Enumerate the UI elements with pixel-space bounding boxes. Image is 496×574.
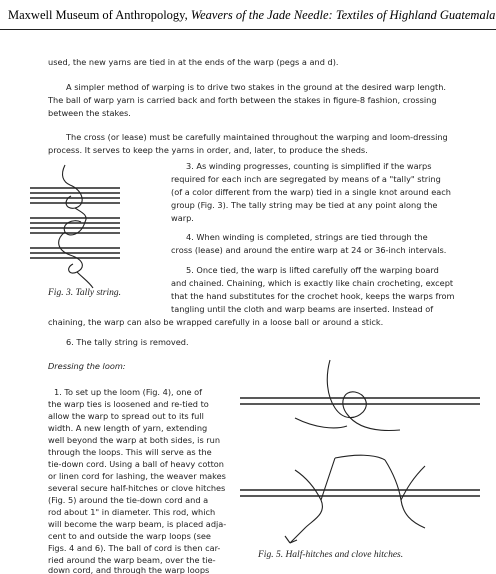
dressing-line: allow the warp to spread out to its full [48,411,204,421]
dressing-line: Figs. 4 and 6). The ball of cord is then car- [48,543,221,553]
dressing-heading: Dressing the loom: [48,361,126,371]
step5-line: 5. Once tied, the warp is lifted carefully off the warping board [186,265,439,275]
fig3-caption: Fig. 3. Tally string. [48,288,122,298]
step5-line: and chained. Chaining, which is exactly like chain crocheting, except [171,278,454,288]
fig5-half-hitches-illustration [235,358,485,548]
dressing-line: well beyond the warp at both sides, is run [48,435,221,445]
step3-line: warp. [171,213,194,223]
dressing-line: ried around the warp beam, over the tie- [48,555,216,565]
dressing-line: several secure half-hitches or clove hitches [48,483,226,493]
paragraph-line: process. It serves to keep the yarns in order, and, later, to produce the sheds. [48,145,368,155]
step6-line: 6. The tally string is removed. [66,337,189,347]
step3-line: group (Fig. 3). The tally string may be tied at any point along the [171,200,438,210]
step5-line: that the hand substitutes for the crochet hook, keeps the warps from [171,291,455,301]
paragraph-line: A simpler method of warping is to drive two stakes in the ground at the desired warp length. [66,82,447,92]
step4-line: cross (lease) and around the entire warp at 24 or 36-inch intervals. [171,245,447,255]
step5-line: tangling until the cloth and warp beams are inserted. Instead of [171,304,434,314]
series-title: Weavers of the Jade Needle: Textiles of Highland Guatemala [190,8,496,22]
step4-line: 4. When winding is completed, strings are tied through the [186,232,428,242]
dressing-line: 1. To set up the loom (Fig. 4), one of [54,387,202,397]
intro-line: used, the new yarns are tied in at the ends of the warp (pegs a and d). [48,57,339,67]
dressing-line: (Fig. 5) around the tie-down cord and a [48,495,209,505]
museum-name: Maxwell Museum of Anthropology, [8,8,188,22]
paragraph-line: The ball of warp yarn is carried back and forth between the stakes in figure-8 fashion, crossing [48,95,437,105]
fig3-tally-string-illustration [25,160,165,290]
fig5-caption: Fig. 5. Half-hitches and clove hitches. [258,550,404,560]
dressing-line: the warp ties is loosened and re-tied to [48,399,209,409]
paragraph-line: The cross (or lease) must be carefully maintained throughout the warping and loom-dressing [66,132,448,142]
dressing-line: width. A new length of yarn, extending [48,423,208,433]
dressing-line: down cord, and through the warp loops [48,566,210,574]
page-header [0,0,496,30]
step3-line: (of a color different from the warp) tied in a single knot around each [171,187,451,197]
step3-line: required for each inch are segregated by means of a "tally" string [171,174,441,184]
dressing-line: or linen cord for lashing, the weaver makes [48,471,226,481]
dressing-line: through the loops. This will serve as the [48,447,212,457]
dressing-line: rod about 1" in diameter. This rod, which [48,507,216,517]
dressing-line: cent to and outside the warp loops (see [48,531,211,541]
dressing-line: will become the warp beam, is placed adja- [48,519,227,529]
dressing-line: tie-down cord. Using a ball of heavy cotton [48,459,224,469]
step5-line: chaining, the warp can also be wrapped carefully in a loose ball or around a stick. [48,317,384,327]
step3-line: 3. As winding progresses, counting is simplified if the warps [186,161,432,171]
paragraph-line: between the stakes. [48,108,131,118]
